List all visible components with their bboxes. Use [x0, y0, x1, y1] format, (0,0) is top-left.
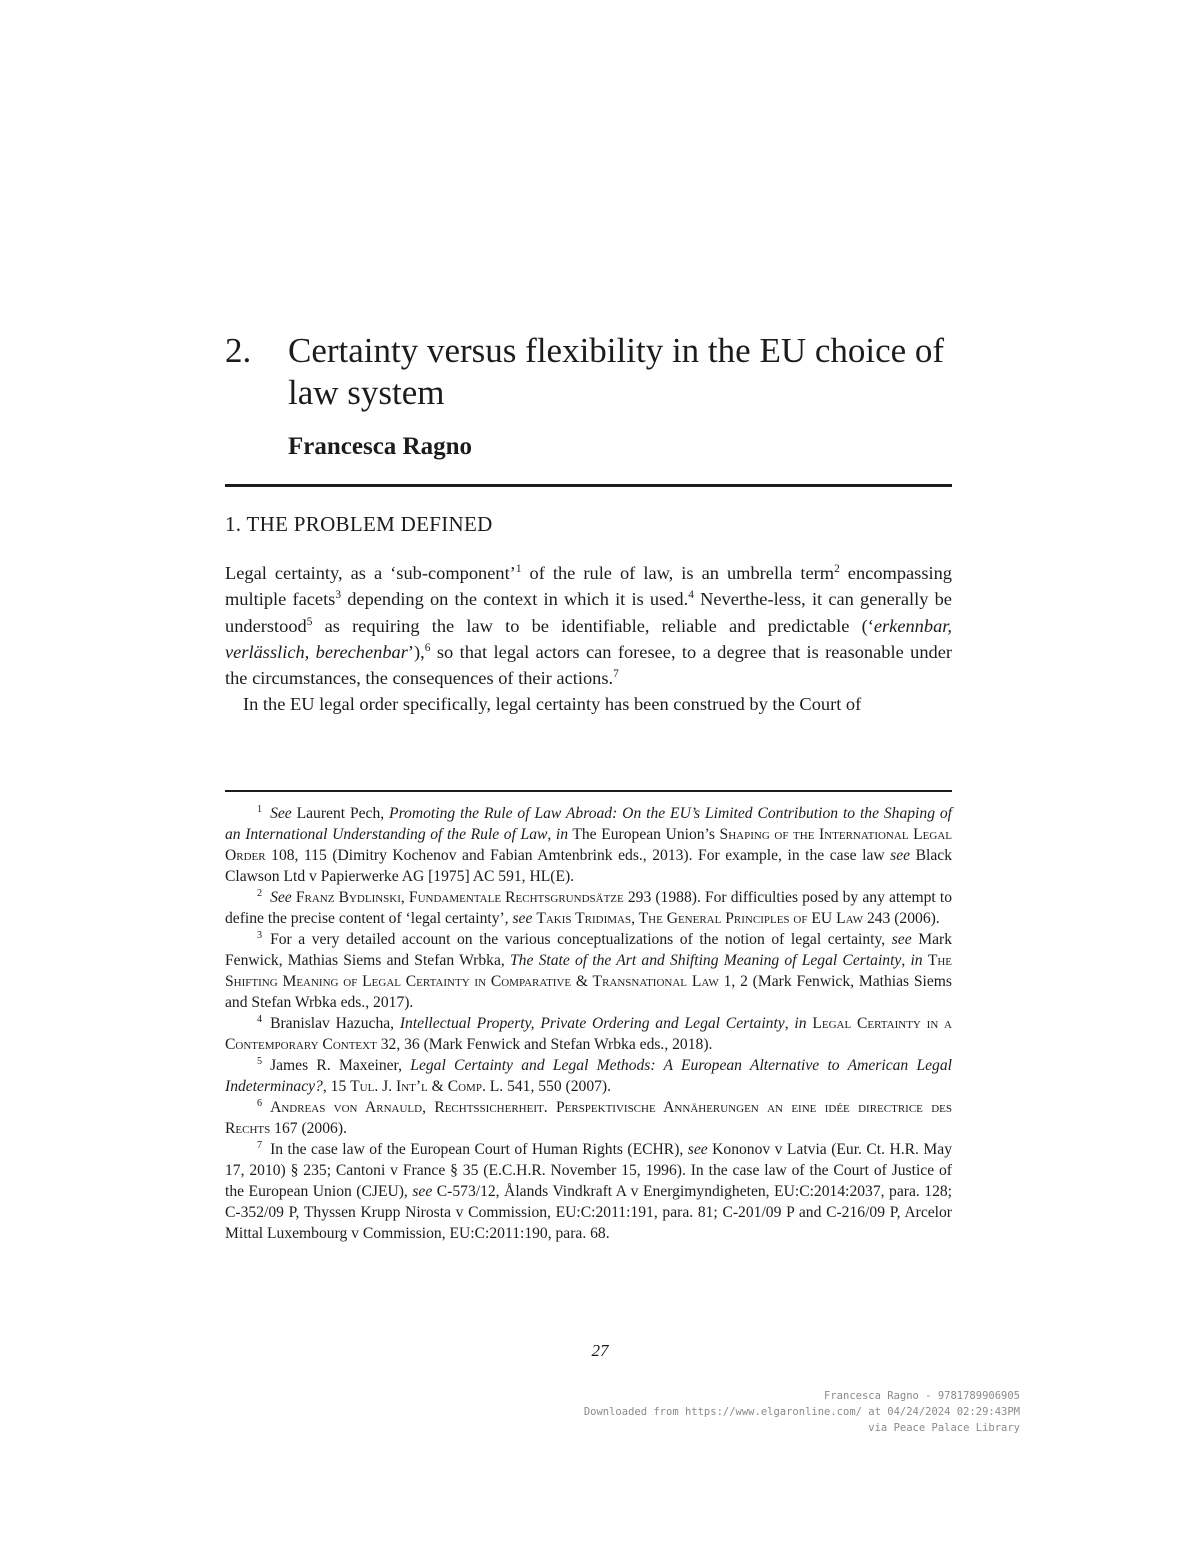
chapter-title: Certainty versus flexibility in the EU choice of law system	[288, 331, 945, 412]
footnote-5	[225, 1055, 952, 1097]
text-run: see	[891, 931, 912, 948]
text-run: Branislav Hazucha,	[270, 1015, 400, 1032]
footnote-1	[225, 803, 952, 887]
text-run: see	[687, 1141, 708, 1158]
text-run: Takis Tridimas, The General Principles of EU Law	[536, 910, 864, 927]
text-run: For a very detailed account on the various conceptualizations of the notion of legal certainty,	[270, 931, 892, 948]
footnote-mark: 4	[257, 1013, 263, 1025]
footnote-2	[225, 887, 952, 929]
download-stamp	[584, 1388, 1020, 1436]
footnote-mark: 5	[257, 1055, 263, 1067]
text-run: ,	[784, 1015, 795, 1032]
chapter-number: 2.	[225, 331, 252, 370]
footnote-6	[225, 1097, 952, 1139]
text-run: C-573/12, Ålands Vindkraft A v Energimyndigheten, EU:C:2014:2037, para. 128; C-352/09 P, Thyssen Krupp Nirosta v Commission, EU:C:2011:191, para. 81; C-201/09 P and C-216/09 P, Arcelor Mittal Luxembourg v Commission, EU:C:2011:190, para. 68.	[225, 1183, 952, 1242]
text-run: of the rule of law, is an umbrella term	[521, 563, 835, 583]
text-run: as requiring the law to be identifiable, reliable and predictable (‘	[312, 615, 874, 636]
text-run: See	[270, 889, 292, 906]
text-run: see	[412, 1183, 433, 1200]
text-run: Mark Fenwick, Mathias Siems and Stefan Wrbka,	[225, 931, 952, 969]
text-run: Tul. J. Int’l & Comp. L.	[350, 1078, 504, 1095]
text-run: in	[910, 952, 923, 969]
footnote-ref-4[interactable]: 4	[688, 589, 694, 602]
text-run: Neverthe-less, it can generally be understood	[225, 589, 952, 636]
footnote-divider	[225, 790, 952, 792]
section-heading: 1. THE PROBLEM DEFINED	[225, 512, 493, 536]
text-run: Black Clawson Ltd v Papierwerke AG [1975] AC 591, HL(E).	[225, 847, 953, 885]
text-run: 243 (2006).	[863, 910, 940, 927]
footnote-mark: 1	[257, 803, 263, 815]
footnote-mark: 2	[257, 887, 263, 899]
footnotes	[225, 803, 952, 1244]
footnote-mark: 6	[257, 1097, 263, 1109]
text-run: 167 (2006).	[270, 1120, 347, 1137]
chapter-author: Francesca Ragno	[288, 433, 472, 460]
text-run: ,	[547, 826, 556, 843]
chapter-title-block	[225, 330, 965, 414]
footnote-ref-1[interactable]: 1	[515, 562, 522, 575]
text-run: so that legal actors can foresee, to a degree that is reasonable under the circumstances, the consequences of their actions.	[225, 641, 952, 689]
stamp-line-3: via Peace Palace Library	[868, 1422, 1020, 1434]
text-run: , 15	[322, 1078, 351, 1095]
text-run: see	[890, 847, 911, 864]
text-run: Legal Certainty in a Contemporary Context	[225, 1015, 952, 1053]
text-run: Intellectual Property, Private Ordering and Legal Certainty	[399, 1015, 785, 1032]
text-run: Legal Certainty and Legal Methods: A European Alternative to American Legal Indeterminacy?	[225, 1057, 952, 1095]
text-run: 541, 550 (2007).	[503, 1078, 612, 1095]
body-text	[225, 560, 952, 718]
text-run: The European Union’s	[568, 826, 720, 843]
text-run: ,	[901, 952, 911, 969]
footnote-ref-2[interactable]: 2	[834, 562, 840, 575]
text-run: in	[794, 1015, 807, 1032]
text-run: see	[512, 910, 533, 927]
german-terms: erkennbar, verlässlich, berechenbar	[225, 615, 952, 662]
footnote-ref-5[interactable]: 5	[306, 615, 313, 628]
footnote-4	[225, 1013, 952, 1055]
text-run: 293 (1988). For difficulties posed by any attempt to define the precise content of ‘legal certainty’,	[225, 889, 953, 927]
text-run: The State of the Art and Shifting Meaning of Legal Certainty	[509, 952, 902, 969]
paragraph-1	[225, 560, 952, 691]
text-run: The Shifting Meaning of Legal Certainty in Comparative & Transnational Law	[225, 952, 953, 990]
text-run: Legal certainty, as a ‘sub-component’	[225, 563, 516, 583]
text-run: See	[270, 805, 292, 822]
text-run: Andreas von Arnauld, Rechtssicherheit. Perspektivische Annäherungen an eine idée directrice des Rechts	[225, 1099, 952, 1137]
text-run: in	[555, 826, 569, 843]
text-run: Kononov v Latvia (Eur. Ct. H.R. May 17, 2010) § 235; Cantoni v France § 35 (E.C.H.R. November 15, 1996). In the case law of the Court of Justice of the European Union (CJEU),	[225, 1141, 952, 1200]
stamp-line-1: Francesca Ragno - 9781789906905	[824, 1390, 1020, 1402]
footnote-7	[225, 1139, 952, 1244]
footnote-3	[225, 929, 952, 1013]
footnote-mark: 3	[257, 929, 263, 941]
text-run: James R. Maxeiner,	[270, 1057, 411, 1074]
text-run: 32, 36 (Mark Fenwick and Stefan Wrbka eds., 2018).	[376, 1036, 713, 1053]
footnote-ref-3[interactable]: 3	[335, 589, 342, 602]
text-run: encompassing multiple facets	[225, 563, 952, 610]
paragraph-2: In the EU legal order specifically, legal certainty has been construed by the Court of	[243, 694, 862, 715]
page-number: 27	[591, 1341, 609, 1360]
text-run: Promoting the Rule of Law Abroad: On the EU’s Limited Contribution to the Shaping of an International Understanding of the Rule of Law	[225, 805, 952, 843]
text-run: Laurent Pech,	[291, 805, 390, 822]
text-run: In the case law of the European Court of Human Rights (ECHR),	[270, 1141, 688, 1158]
footnote-ref-6[interactable]: 6	[424, 641, 431, 654]
stamp-line-2: Downloaded from https://www.elgaronline.com/ at 04/24/2024 02:29:43PM	[583, 1406, 1020, 1418]
title-divider	[225, 484, 952, 487]
text-run: Franz Bydlinski, Fundamentale Rechtsgrundsätze	[295, 889, 624, 906]
text-run: depending on the context in which it is used.	[341, 589, 689, 610]
text-run: 1, 2 (Mark Fenwick, Mathias Siems and Stefan Wrbka eds., 2017).	[225, 973, 952, 1011]
footnote-mark: 7	[257, 1139, 263, 1151]
text-run: 108, 115 (Dimitry Kochenov and Fabian Amtenbrink eds., 2013). For example, in the case law	[265, 847, 891, 864]
text-run: ’),	[407, 641, 425, 662]
text-run: Shaping of the International Legal Order	[225, 826, 952, 864]
footnote-ref-7[interactable]: 7	[613, 668, 619, 681]
